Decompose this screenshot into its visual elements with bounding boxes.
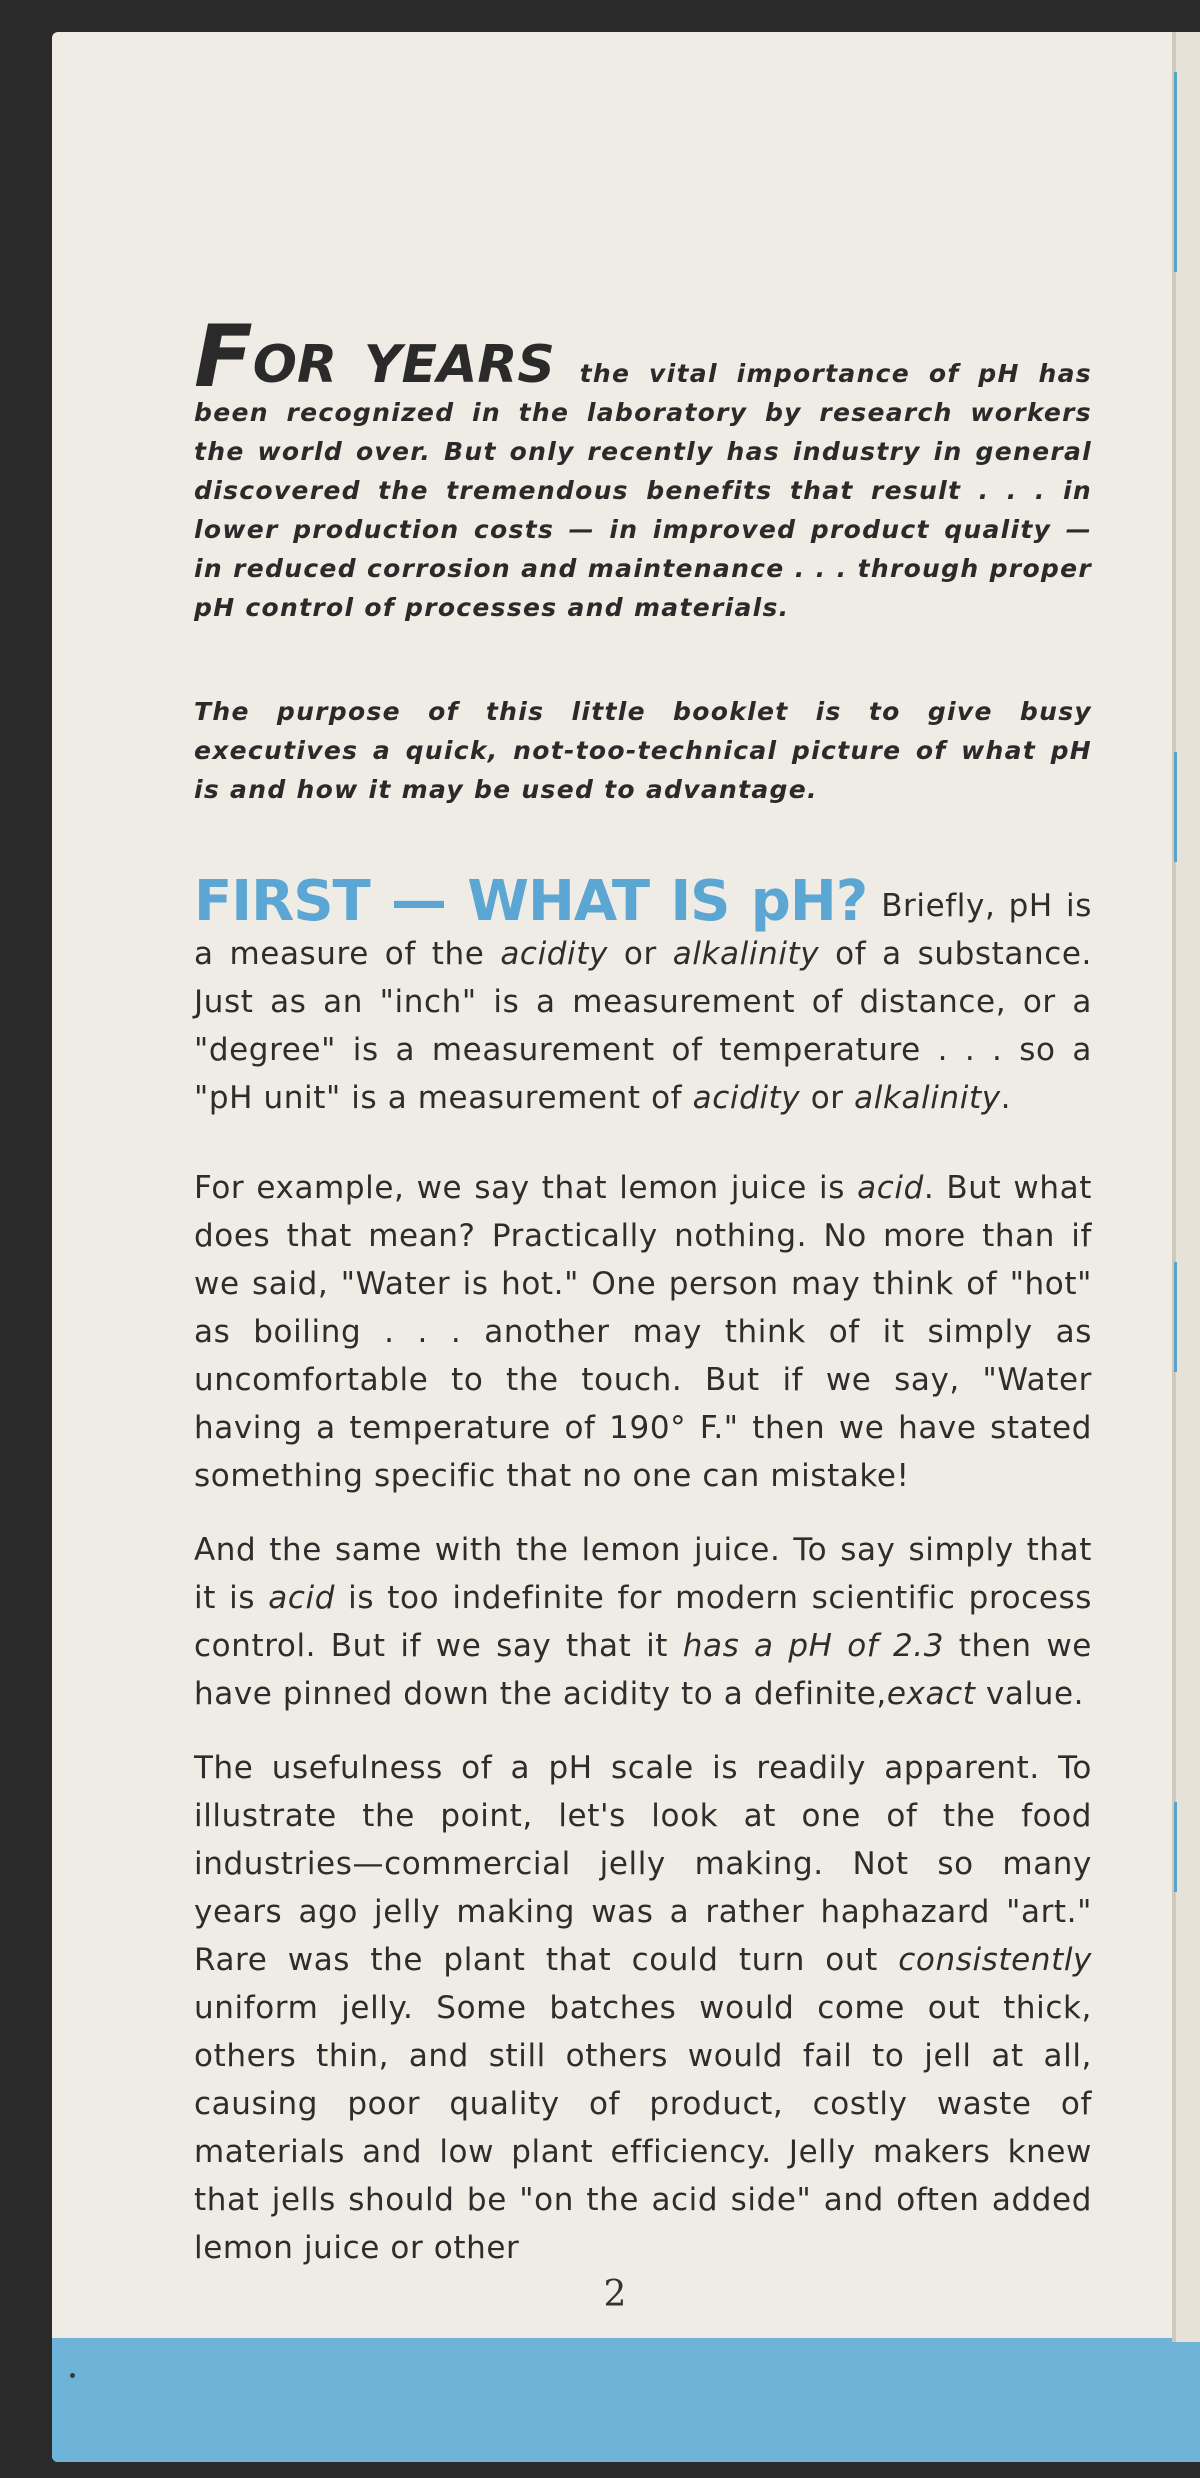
spine-blue-mark [1174, 752, 1177, 862]
booklet-spine [1172, 32, 1200, 2462]
booklet-page [52, 32, 1178, 2462]
intro-paragraph [194, 307, 1092, 627]
footer-color-band [52, 2338, 1178, 2462]
spine-blue-mark [1174, 1262, 1177, 1372]
page-number: 2 [603, 2274, 627, 2315]
paper-speck [70, 2373, 75, 2378]
headline-rest: OR YEARS [252, 335, 555, 395]
spine-blue-mark [1174, 72, 1177, 272]
intro-text: the vital importance of pH has been recognized in the laboratory by research workers the world over. But only recently has industry in general discovered the tremendous benefits that result . . . in lower production costs — in improved product quality — in reduced corrosion and maintenance . . . through proper pH control of processes and materials. [194, 359, 1092, 622]
section-title: FIRST — WHAT IS pH? [194, 869, 868, 934]
section-paragraph-4: The usefulness of a pH scale is readily apparent. To illustrate the point, let's look at one of the food industries—commercial jelly making. Not so many years ago jelly making was a rather haphazard "art." Rare was the plant that could turn out consistently uniform jelly. Some batches would come out thick, others thin, and still others would fail to jell at all, causing poor quality of product, costly waste of materials and low plant efficiency. Jelly makers knew that jells should be "on the acid side" and often added lemon juice or other [194, 1750, 1092, 2266]
headline-initial: F [194, 307, 253, 407]
spine-fold-line [1172, 32, 1176, 2462]
spine-color-band [1172, 2342, 1200, 2462]
purpose-paragraph: The purpose of this little booklet is to give busy executives a quick, not-too-technical picture of what pH is and how it may be used to advantage. [194, 697, 1092, 804]
section-paragraph-3: And the same with the lemon juice. To say simply that it is acid is too indefinite for modern scientific process control. But if we say that it has a pH of 2.3 then we have pinned down the acidity to a definite,exact value. [194, 1532, 1093, 1712]
section-paragraph-1: FIRST — WHAT IS pH? Briefly, pH is a measure of the acidity or alkalinity of a substance. Just as an "inch" is a measurement of distance, or a "degree" is a measurement of temperature . . . so a "pH unit" is a measurement of acidity or alkalinity. [194, 869, 1092, 1116]
section-paragraph-2: For example, we say that lemon juice is acid. But what does that mean? Practically nothing. No more than if we said, "Water is hot." One person may think of "hot" as boiling . . . another may think of it simply as uncomfortable to the touch. But if we say, "Water having a temperature of 190° F." then we have stated something specific that no one can mistake! [194, 1170, 1092, 1494]
spine-blue-mark [1174, 1802, 1177, 1892]
